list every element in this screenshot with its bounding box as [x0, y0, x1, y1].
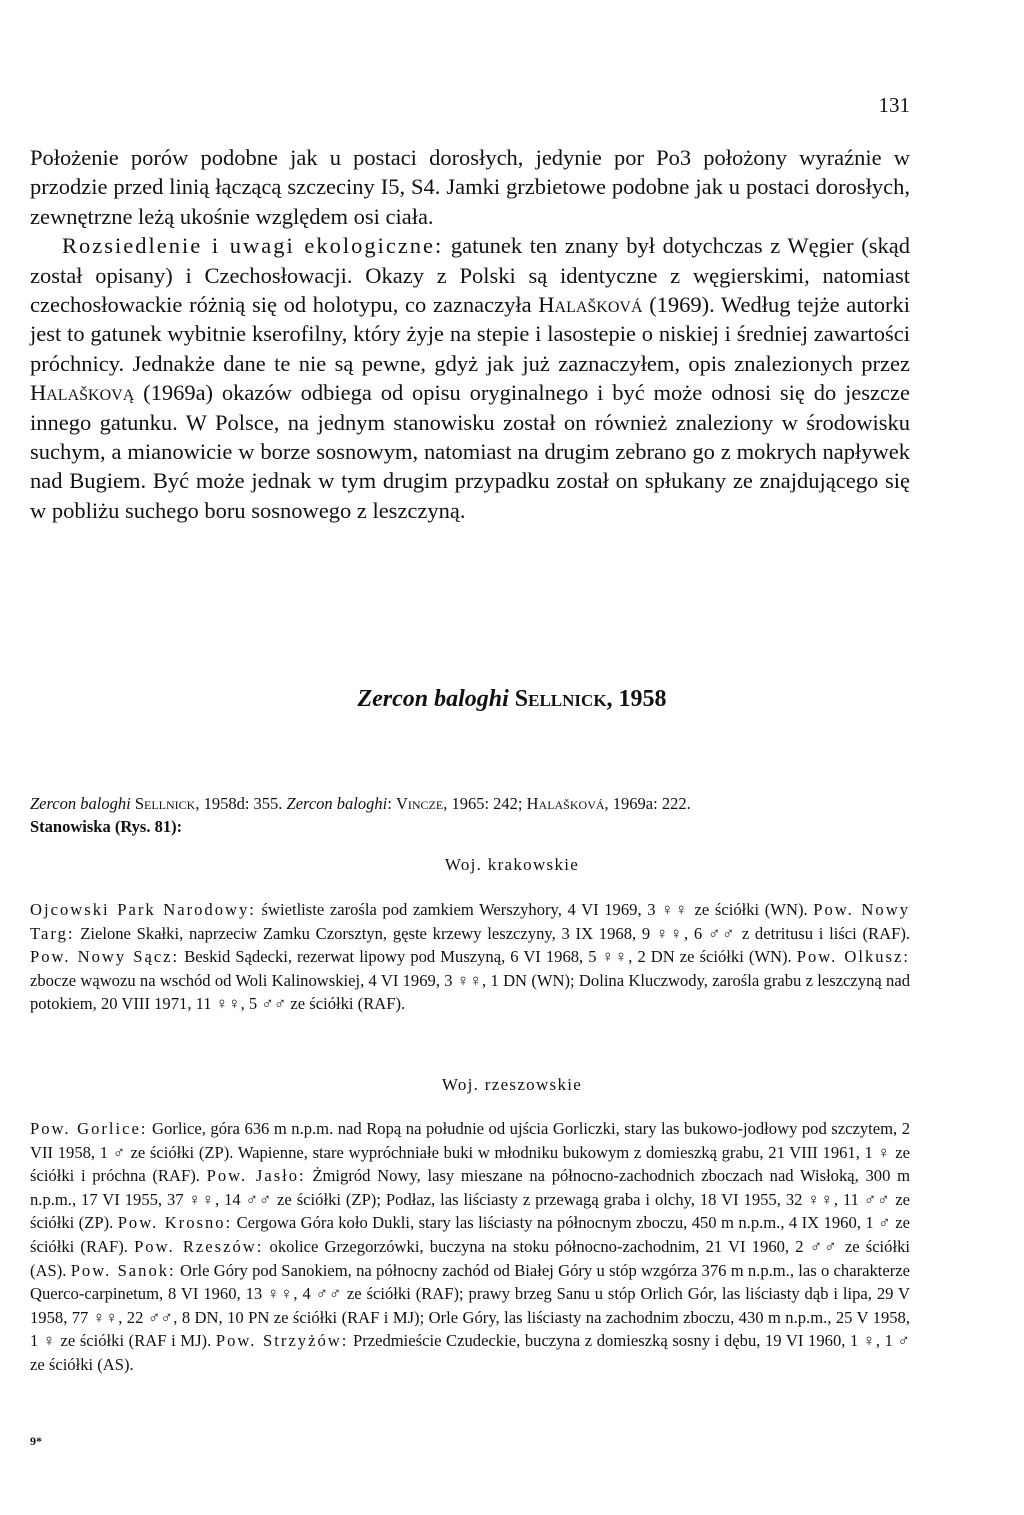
locality-heading: Ojcowski Park Narodowy: [30, 900, 256, 919]
author-name: Halašková [538, 292, 643, 318]
signature-mark: 9* [30, 1434, 42, 1448]
reference: , 1958d: 355. [195, 794, 287, 813]
reference: : [387, 794, 396, 813]
locality-heading: Pow. Rzeszów: [134, 1236, 264, 1256]
author-name: Halaškovą [30, 380, 135, 406]
section-label-rzeszowskie: Woj. rzeszowskie [441, 1075, 583, 1094]
locality-text: Zielone Skałki, naprzeciw Zamku Czorsztyn, gęste krzewy leszczyny, 3 IX 1968, 9 ♀♀, 6 ♂♂ z detritusu i liści (RAF). [74, 923, 910, 943]
stations-label [30, 815, 910, 838]
locality-heading: Pow. Nowy Targ: [30, 900, 910, 943]
reference: , 1965: 242; [443, 794, 527, 813]
locality-paragraph [30, 898, 910, 1016]
stations-label-text: Stanowiska (Rys. 81): [30, 817, 183, 836]
main-text [30, 143, 910, 525]
species-name: Zercon baloghi [357, 686, 509, 712]
reference: , 1969a: 222. [604, 794, 691, 813]
locality-heading: Pow. Gorlice: [30, 1119, 148, 1138]
locality-text: Żmigród Nowy, lasy mieszane na północno-zachodnich zboczach nad Wisłoką, 300 m n.p.m., 17 VI 1955, 37 ♀♀, 14 ♂♂ ze ściółki (ZP); Podłaz, las liściasty z przewagą graba i olchy, 18 VI 1955, 32 ♀♀, 11 ♂♂ ze ściółki (ZP). [30, 1166, 910, 1233]
locality-text: Beskid Sądecki, rezerwat lipowy pod Muszyną, 6 VI 1968, 5 ♀♀, 2 DN ze ściółki (WN). [179, 947, 797, 967]
text-run: gatunek ten znany był dotychczas z Węgier (skąd został opisany) i Czechosłowacji. Okazy z Polski są identyczne z węgierskimi, natomiast czechosłowackie różnią się od holotypu, co zaznaczyła [30, 233, 910, 318]
locality-krakowskie [30, 898, 910, 1016]
author-name: Vincze [395, 794, 444, 813]
locality-text: Gorlice, góra 636 m n.p.m. nad Ropą na południe od ujścia Gorliczki, stary las bukowo-jodłowy pod szczytem, 2 VII 1958, 1 ♂ ze ściółki (ZP). Wapienne, stare wypróchniałe buki w młodniku bukowym z domieszką grabu, 21 VIII 1961, 1 ♀ ze ściółki i próchna (RAF). [30, 1119, 910, 1186]
author-name: Halašková [526, 794, 605, 813]
paragraph-distribution [30, 231, 910, 525]
locality-text: zbocze wąwozu na wschód od Woli Kalinowskiej, 4 VI 1969, 3 ♀♀, 1 DN (WN); Dolina Kluczwody, zarośla grabu z leszczyną nad potokiem, 20 VIII 1971, 11 ♀♀, 5 ♂♂ ze ściółki (RAF). [30, 970, 910, 1014]
species-heading [0, 686, 1024, 713]
locality-text: okolice Grzegorzówki, buczyna na stoku północno-zachodnim, 21 VI 1960, 2 ♂♂ ze ściółki (AS). [30, 1236, 910, 1280]
locality-paragraph [30, 1117, 910, 1377]
text-run: (1969). Według tejże autorki jest to gatunek wybitnie kserofilny, który żyje na stepie i lasostepie o niskiej i średniej zawartości próchnicy. Jednakże dane te nie są pewne, gdyż jak już zaznaczyłem, opis znalezionych przez [30, 292, 910, 376]
page-number: 131 [878, 93, 910, 117]
synonymy [30, 792, 910, 838]
locality-text: Cergowa Góra koło Dukli, stary las liściasty na północnym zboczu, 450 m n.p.m., 4 IX 1960, 1 ♂ ze ściółki (RAF). [30, 1213, 910, 1256]
section-label-krakowskie: Woj. krakowskie [444, 855, 580, 874]
locality-heading: Pow. Krosno: [117, 1213, 233, 1233]
locality-heading: Pow. Jasło: [206, 1166, 306, 1186]
paragraph-pores: Położenie porów podobne jak u postaci dorosłych, jedynie por Po3 położony wyraźnie w przodzie przed linią łączącą szczeciny I5, S4. Jamki grzbietowe podobne jak u postaci dorosłych, zewnętrzne leżą ukośnie względem osi ciała. [30, 145, 910, 229]
locality-text: Przedmieście Czudeckie, buczyna z domieszką sosny i dębu, 19 VI 1960, 1 ♀, 1 ♂ ze ściółki (AS). [30, 1331, 910, 1374]
synonymy-line [30, 792, 910, 815]
locality-text: świetliste zarośla pod zamkiem Werszyhory, 4 VI 1969, 3 ♀♀ ze ściółki (WN). [255, 900, 814, 919]
species-year: , 1958 [606, 686, 667, 712]
locality-heading: Pow. Olkusz: [796, 947, 910, 967]
text-run: (1969a) okazów odbiega od opisu oryginalnego i być może odnosi się do jeszcze innego gatunku. W Polsce, na jednym stanowisku został on również znaleziony w środowisku suchym, a mianowicie w borze sosnowym, natomiast na drugim zebrano go z mokrych napływek nad Bugiem. Być może jednak w tym drugim przypadku został on spłukany ze znajdującego się w pobliżu suchego boru sosnowego z leszczyną. [30, 380, 910, 523]
distribution-heading: Rozsiedlenie i uwagi ekologiczne: [62, 233, 444, 259]
locality-rzeszowskie [30, 1117, 910, 1377]
locality-text: Orle Góry pod Sanokiem, na północny zachód od Białej Góry u stóp wzgórza 376 m n.p.m., las o charakterze Querco-carpinetum, 8 VI 1960, 13 ♀♀, 4 ♂♂ ze ściółki (RAF); prawy brzeg Sanu u stóp Orlich Gór, las liściasty dąb i lipa, 29 V 1958, 77 ♀♀, 22 ♂♂, 8 DN, 10 PN ze ściółki (RAF i MJ); Orle Góry, las liściasty na zachodnim zboczu, 430 m n.p.m., 25 V 1958, 1 ♀ ze ściółki (RAF i MJ). [30, 1260, 911, 1351]
taxon-name: Zercon baloghi [30, 794, 131, 813]
locality-heading: Pow. Sanok: [70, 1260, 176, 1280]
locality-heading: Pow. Nowy Sącz: [30, 947, 180, 967]
species-author: Sellnick [514, 686, 607, 712]
locality-heading: Pow. Strzyżów: [215, 1331, 349, 1351]
taxon-name: Zercon baloghi [286, 794, 388, 813]
author-name: Sellnick [134, 794, 196, 813]
